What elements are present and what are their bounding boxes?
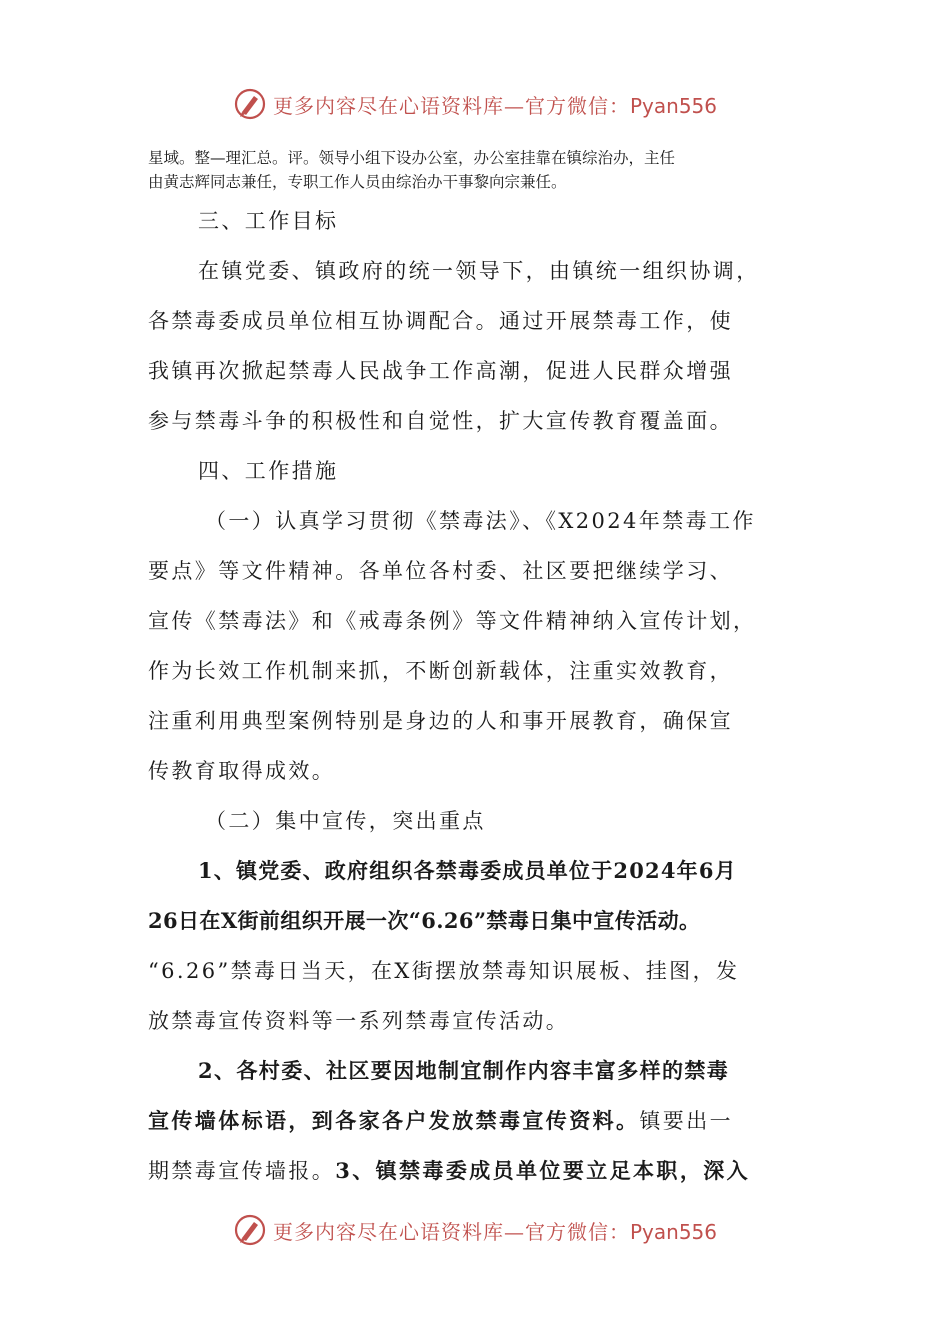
banner-wechat-id: Pyan556 xyxy=(629,93,717,118)
text-line-bold: 26日在X街前组织开展一次“6.26”禁毒日集中宣传活动。 xyxy=(148,908,701,933)
subsection-heading-1: （一）认真学习贯彻《禁毒法》、《X2024年禁毒工作 xyxy=(205,509,756,533)
header-banner xyxy=(0,84,950,124)
text-line xyxy=(148,1106,808,1136)
text-line: 由黄志辉同志兼任，专职工作人员由综治办干事黎向宗兼任。 xyxy=(148,173,567,191)
bold-span: 宣传墙体标语，到各家各户发放禁毒宣传资料。 xyxy=(148,1108,640,1133)
pen-logo-icon xyxy=(233,87,267,121)
text-line: 放禁毒宣传资料等一系列禁毒宣传活动。 xyxy=(148,1009,570,1033)
text-line: 在镇党委、镇政府的统一领导下，由镇统一组织协调， xyxy=(198,259,760,283)
text-line: 作为长效工作机制来抓，不断创新载体，注重实效教育， xyxy=(148,659,733,683)
text-line-bold: 1、镇党委、政府组织各禁毒委成员单位于2024年6月 xyxy=(198,858,737,883)
subsection-heading-2: （二）集中宣传，突出重点 xyxy=(205,809,486,833)
normal-span: 期禁毒宣传墙报。 xyxy=(148,1159,336,1183)
text-line xyxy=(148,1156,808,1186)
footer-banner xyxy=(0,1210,950,1250)
text-line: 宣传《禁毒法》和《戒毒条例》等文件精神纳入宣传计划， xyxy=(148,609,757,633)
pen-logo-icon xyxy=(233,1213,267,1247)
section-heading-4: 四、工作措施 xyxy=(198,459,339,483)
section-heading-3: 三、工作目标 xyxy=(198,209,339,233)
text-line: 各禁毒委成员单位相互协调配合。通过开展禁毒工作，使 xyxy=(148,309,733,333)
banner-text: 更多内容尽在心语资料库—官方微信：Pyan556 xyxy=(272,1219,717,1244)
text-line: 要点》等文件精神。各单位各村委、社区要把继续学习、 xyxy=(148,559,733,583)
banner-text: 更多内容尽在心语资料库—官方微信：Pyan556 xyxy=(272,93,717,118)
text-line: 注重利用典型案例特别是身边的人和事开展教育，确保宣 xyxy=(148,709,733,733)
normal-span: 镇要出一 xyxy=(639,1109,734,1133)
text-line: 我镇再次掀起禁毒人民战争工作高潮，促进人民群众增强 xyxy=(148,359,733,383)
text-line: 参与禁毒斗争的积极性和自觉性，扩大宣传教育覆盖面。 xyxy=(148,409,733,433)
text-line: 星域。整—理汇总。评。领导小组下设办公室，办公室挂靠在镇综治办，主任 xyxy=(148,149,676,167)
bold-span: 3、镇禁毒委成员单位要立足本职，深入 xyxy=(335,1158,751,1183)
text-line: 传教育取得成效。 xyxy=(148,759,336,783)
text-line: “6.26”禁毒日当天，在X街摆放禁毒知识展板、挂图，发 xyxy=(148,959,740,983)
banner-wechat-id: Pyan556 xyxy=(629,1219,717,1244)
text-line-bold: 2、各村委、社区要因地制宜制作内容丰富多样的禁毒 xyxy=(198,1058,730,1083)
